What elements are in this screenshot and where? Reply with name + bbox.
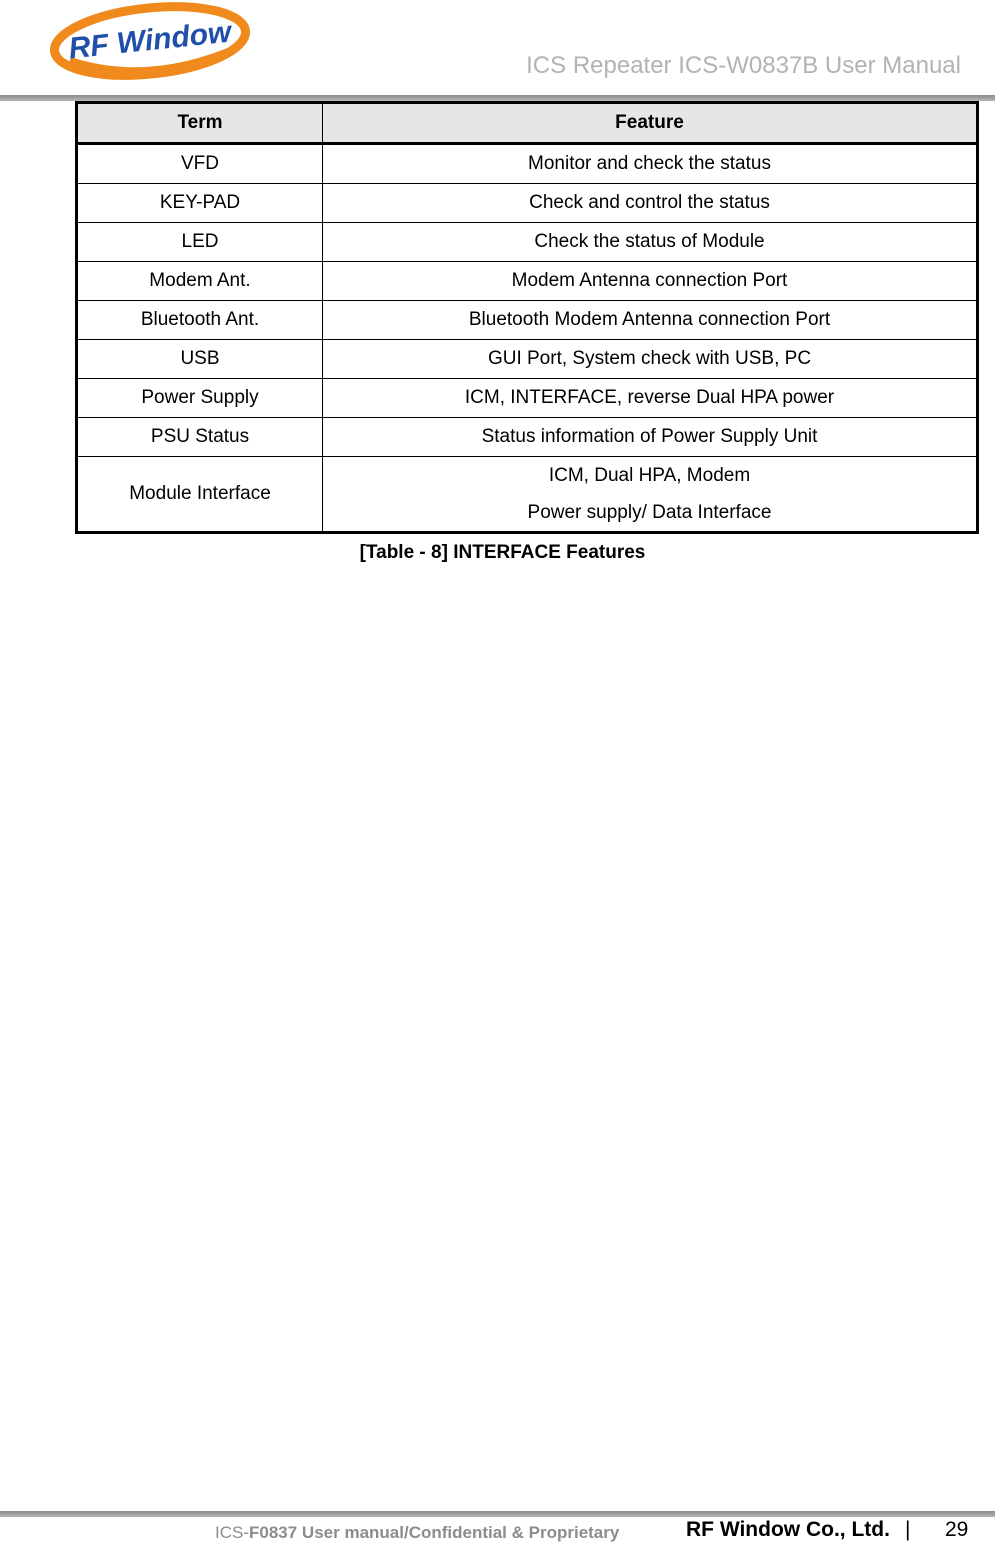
term-cell: VFD — [77, 144, 323, 184]
term-cell: Module Interface — [77, 457, 323, 533]
feature-cell: Status information of Power Supply Unit — [323, 418, 978, 457]
page-footer — [215, 1518, 975, 1544]
table-row — [77, 418, 978, 457]
footer-doc-text: F0837 User manual/Confidential & Proprietary — [249, 1523, 620, 1542]
column-header-term: Term — [77, 103, 323, 144]
table-row — [77, 379, 978, 418]
feature-line: ICM, Dual HPA, Modem — [548, 465, 751, 486]
feature-cell: Monitor and check the status — [323, 144, 978, 184]
table-header-row — [77, 103, 978, 144]
feature-cell: ICM, INTERFACE, reverse Dual HPA power — [323, 379, 978, 418]
table-row — [77, 301, 978, 340]
feature-line: Power supply/ Data Interface — [527, 502, 772, 523]
term-cell: USB — [77, 340, 323, 379]
feature-cell: Check the status of Module — [323, 223, 978, 262]
document-title: ICS Repeater ICS-W0837B User Manual — [526, 52, 961, 79]
table-row — [77, 184, 978, 223]
table-row — [77, 457, 978, 533]
svg-text:RF Window: RF Window — [67, 15, 233, 66]
feature-cell: Modem Antenna connection Port — [323, 262, 978, 301]
table-caption: [Table - 8] INTERFACE Features — [359, 542, 646, 563]
footer-prefix: ICS- — [215, 1523, 249, 1542]
footer-separator: | — [905, 1518, 911, 1541]
term-cell: Modem Ant. — [77, 262, 323, 301]
table-row — [77, 144, 978, 184]
interface-features-table — [75, 101, 979, 534]
term-cell: PSU Status — [77, 418, 323, 457]
table-row — [77, 262, 978, 301]
rf-window-logo — [50, 2, 254, 80]
term-cell: KEY-PAD — [77, 184, 323, 223]
column-header-feature: Feature — [323, 103, 978, 144]
table-row — [77, 223, 978, 262]
footer-rule — [0, 1511, 995, 1517]
footer-doc-ref — [215, 1523, 619, 1543]
feature-cell — [323, 457, 978, 533]
feature-cell: Bluetooth Modem Antenna connection Port — [323, 301, 978, 340]
feature-cell: Check and control the status — [323, 184, 978, 223]
table-row — [77, 340, 978, 379]
term-cell: Power Supply — [77, 379, 323, 418]
term-cell: Bluetooth Ant. — [77, 301, 323, 340]
feature-cell: GUI Port, System check with USB, PC — [323, 340, 978, 379]
page-number: 29 — [945, 1518, 969, 1541]
term-cell: LED — [77, 223, 323, 262]
footer-company: RF Window Co., Ltd. — [686, 1518, 890, 1541]
